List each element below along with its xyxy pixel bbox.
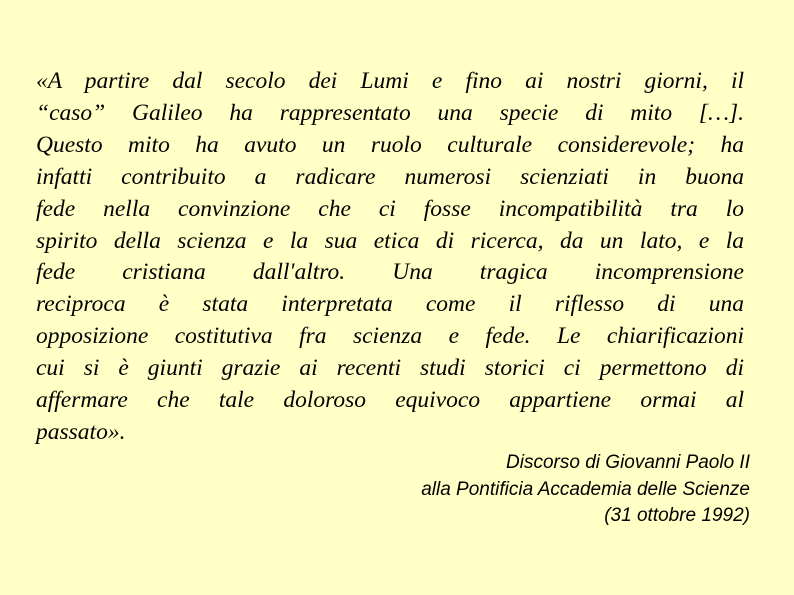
attribution-speech: Discorso di Giovanni Paolo II [506,452,750,473]
quote-block [36,66,744,449]
quote-line: cui si è giunti grazie ai recenti studi storici ci permettono di [36,355,744,382]
attribution [250,450,750,530]
quote-line: fede cristiana dall'altro. Una tragica incomprensione [36,259,744,286]
quote-line: spirito della scienza e la sua etica di ricerca, da un lato, e la [36,227,744,254]
attribution-audience: alla Pontificia Accademia delle Scienze [421,478,750,500]
quote-line: passato». [36,418,126,445]
quote-line: infatti contribuito a radicare numerosi scienziati in buona [36,163,744,190]
quote-line: opposizione costitutiva fra scienza e fede. Le chiarificazioni [36,323,744,350]
attribution-date: (31 ottobre 1992) [604,505,750,526]
quote-line: affermare che tale doloroso equivoco appartiene ormai al [36,387,744,414]
quote-line: Questo mito ha avuto un ruolo culturale considerevole; ha [36,131,744,158]
quote-line: fede nella convinzione che ci fosse incompatibilità tra lo [36,195,744,222]
quote-line: reciproca è stata interpretata come il riflesso di una [36,291,744,318]
quote-line: “caso” Galileo ha rappresentato una specie di mito […]. [36,99,744,126]
quote-line: «A partire dal secolo dei Lumi e fino ai nostri giorni, il [36,68,744,94]
